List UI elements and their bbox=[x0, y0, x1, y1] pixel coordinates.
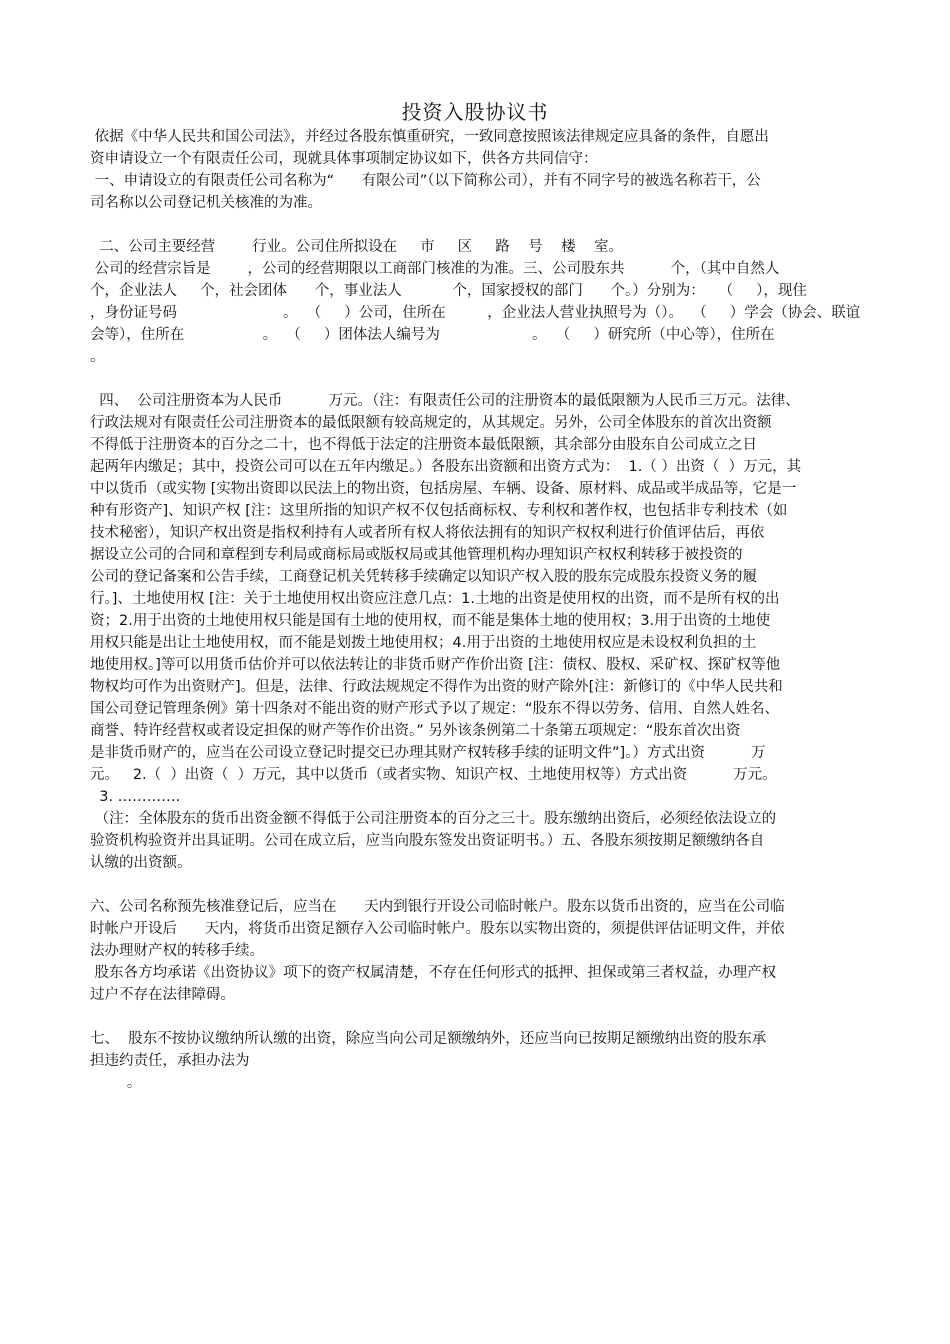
text-line bbox=[90, 214, 865, 236]
text-line: 中以货币（或实物 [实物出资即以民法上的物出资，包括房屋、车辆、设备、原材料、成品或半成品等，它是一 bbox=[90, 481, 797, 497]
text-line: 资；2.用于出资的土地使用权只能是国有土地的使用权，而不能是集体土地的使用权；3.用于出资的土地使 bbox=[90, 613, 771, 629]
text-line bbox=[90, 1006, 865, 1028]
text-line: 验资机构验资并出具证明。公司在成立后，应当向股东签发出资证明书。）五、各股东须按期足额缴纳各自 bbox=[90, 833, 765, 849]
text-line: 地使用权。]等可以用货币估价并可以依法转让的非货币财产作价出资 [注：债权、股权、采矿权、探矿权等他 bbox=[90, 657, 781, 673]
text-line: 商誉、特许经营权或者设定担保的财产等作价出资。” 另外该条例第二十条第五项规定：“股东首次出资 bbox=[90, 723, 741, 739]
text-line: 司名称以公司登记机关核准的为准。 bbox=[90, 195, 322, 211]
text-line: 七、 股东不按协议缴纳所认缴的出资，除应当向公司足额缴纳外，还应当向已按期足额缴纳出资的股东承 bbox=[90, 1031, 767, 1047]
text-line: 元。 2.（ ）出资（ ）万元，其中以货币（或者实物、知识产权、土地使用权等）方式出资 万元。 bbox=[90, 767, 777, 783]
document-body bbox=[90, 126, 865, 1094]
text-line: 。 bbox=[90, 1075, 142, 1091]
text-line: 不得低于注册资本的百分之二十，也不得低于法定的注册资本最低限额，其余部分由股东自公司成立之日 bbox=[90, 437, 757, 453]
text-line: 会等），住所在 。 （ ）团体法人编号为 。 （ ）研究所（中心等），住所在 bbox=[90, 327, 775, 343]
text-line: 法办理财产权的转移手续。 bbox=[90, 943, 264, 959]
text-line: 股东各方均承诺《出资协议》项下的资产权属清楚，不存在任何形式的抵押、担保或第三者权益，办理产权 bbox=[90, 965, 777, 981]
text-line: 行政法规对有限责任公司注册资本的最低限额有较高规定的，从其规定。另外，公司全体股东的首次出资额 bbox=[90, 415, 772, 431]
text-line: 技术秘密），知识产权出资是指权利持有人或者所有权人将依法拥有的知识产权权利进行价值评估后，再依 bbox=[90, 525, 765, 541]
text-line: ，身份证号码 。 （ ）公司，住所在 ，企业法人营业执照号为（）。 （ ）学会（协会、联谊 bbox=[90, 305, 861, 321]
text-line: 。 bbox=[90, 349, 105, 365]
text-line: 物权均可作为出资财产]。但是，法律、行政法规规定不得作为出资的财产除外[注：新修订的《中华人民共和 bbox=[90, 679, 783, 695]
text-line: 担违约责任，承担办法为 bbox=[90, 1053, 250, 1069]
text-line: 过户不存在法律障碍。 bbox=[90, 987, 235, 1003]
text-line: 公司的经营宗旨是 ，公司的经营期限以工商部门核准的为准。三、公司股东共 个，（其中自然人 bbox=[90, 261, 780, 277]
text-line: 用权只能是出让土地使用权，而不能是划拨土地使用权；4.用于出资的土地使用权应是未设权利负担的土 bbox=[90, 635, 757, 651]
text-line: 六、公司名称预先核准登记后，应当在 天内到银行开设公司临时帐户。股东以货币出资的，应当在公司临 bbox=[90, 899, 785, 915]
text-line: 国公司登记管理条例》第十四条对不能出资的财产形式予以了规定：“股东不得以劳务、信用、自然人姓名、 bbox=[90, 701, 780, 717]
text-line: 二、公司主要经营 行业。公司住所拟设在 市 区 路 号 楼 室。 bbox=[90, 239, 624, 255]
text-line: 四、 公司注册资本为人民币 万元。（注：有限责任公司的注册资本的最低限额为人民币三万元。法律、 bbox=[90, 393, 800, 409]
text-line: 一、申请设立的有限责任公司名称为“ 有限公司”（以下简称公司），并有不同字号的被选名称若干，公 bbox=[90, 173, 761, 189]
text-line: 时帐户开设后 天内，将货币出资足额存入公司临时帐户。股东以实物出资的，须提供评估证明文件，并依 bbox=[90, 921, 785, 937]
text-line: 资申请设立一个有限责任公司，现就具体事项制定协议如下，供各方共同信守： bbox=[90, 151, 598, 167]
text-line: 依据《中华人民共和国公司法》，并经过各股东慎重研究，一致同意按照该法律规定应具备的条件，自愿出 bbox=[90, 129, 769, 145]
document-title: 投资入股协议书 bbox=[401, 100, 549, 124]
text-line bbox=[90, 874, 865, 896]
text-line: 个，企业法人 个，社会团体 个，事业法人 个，国家授权的部门 个。）分别为： （ ），现住 bbox=[90, 283, 807, 299]
text-line: 种有形资产]、知识产权 [注：这里所指的知识产权不仅包括商标权、专利权和著作权，也包括非专利技术（如 bbox=[90, 503, 788, 519]
text-line: （注：全体股东的货币出资金额不得低于公司注册资本的百分之三十。股东缴纳出资后，必须经依法设立的 bbox=[90, 811, 777, 827]
text-line: 公司的登记备案和公告手续，工商登记机关凭转移手续确定以知识产权入股的股东完成股东投资义务的履 bbox=[90, 569, 757, 585]
text-line: 起两年内缴足；其中，投资公司可以在五年内缴足。）各股东出资额和出资方式为： 1.（ ）出资（ ）万元，其 bbox=[90, 459, 802, 475]
text-line: 认缴的出资额。 bbox=[90, 855, 192, 871]
text-line: 3. …………. bbox=[90, 789, 181, 805]
text-line: 是非货币财产的，应当在公司设立登记时提交已办理其财产权转移手续的证明文件”]。）方式出资 万 bbox=[90, 745, 766, 761]
text-line bbox=[90, 368, 865, 390]
text-line: 行。]、土地使用权 [注：关于土地使用权出资应注意几点：1.土地的出资是使用权的出资，而不是所有权的出 bbox=[90, 591, 780, 607]
text-line: 据设立公司的合同和章程到专利局或商标局或版权局或其他管理机构办理知识产权权利转移于被投资的 bbox=[90, 547, 743, 563]
